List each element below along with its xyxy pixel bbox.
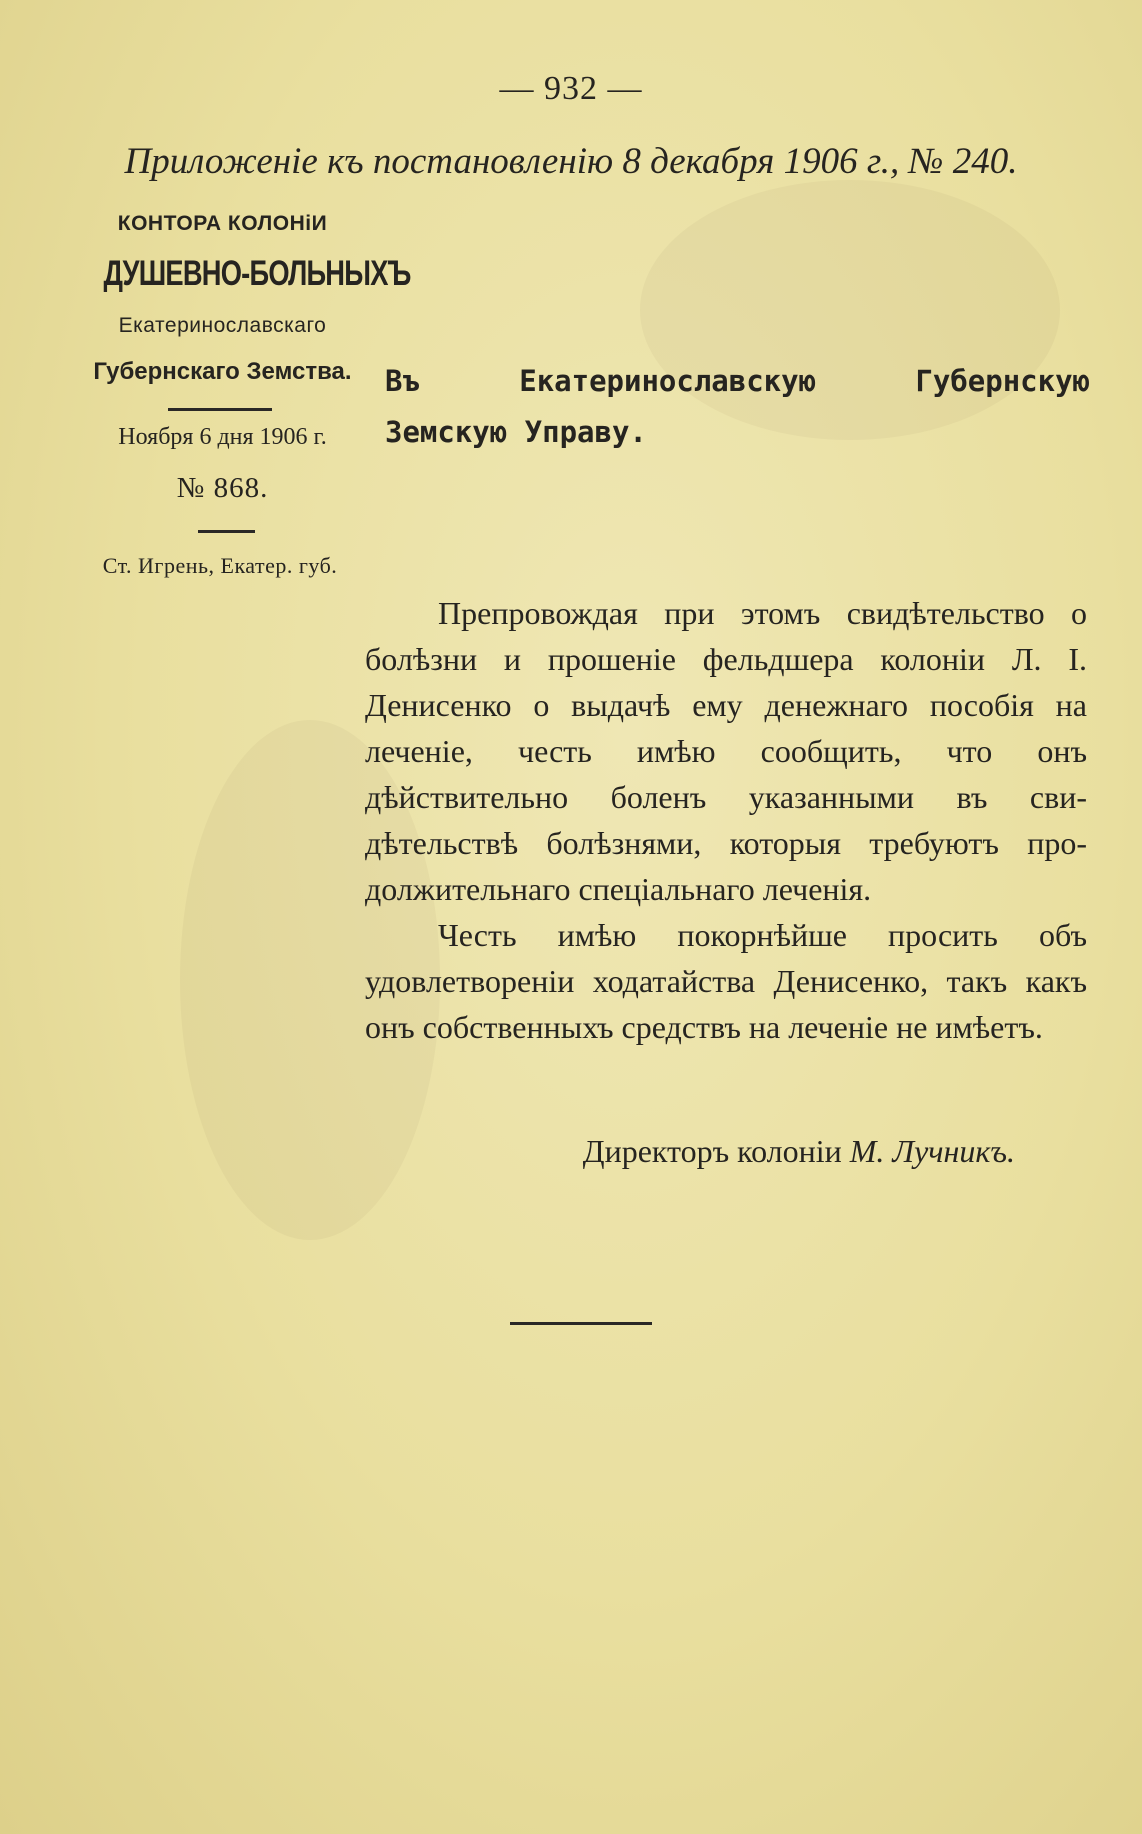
letterhead-office: КОНТОРА КОЛОНiИ xyxy=(117,212,328,235)
letterhead-colony: ДУШЕВНО-БОЛЬНЫХЪ xyxy=(103,254,411,293)
letterhead-zemstvo: Губернскаго Земства. xyxy=(93,358,352,385)
addressee-line-2: Земскую Управу. xyxy=(385,415,647,449)
letterhead-region: Екатеринославскаго xyxy=(118,314,327,337)
signature-title: Директоръ колонiи xyxy=(582,1133,842,1169)
letter-body xyxy=(365,590,1087,1050)
addressee xyxy=(385,356,1090,458)
body-paragraph-1: Препровождая при этомъ свидѣтельство о болѣзни и прошенiе фельдшера колонiи Л. I. Денисенко о выдачѣ ему денежнаго пособiя на леченiе, честь имѣю сообщить, что онъ дѣйствительно боленъ указанными въ свидѣтельствѣ болѣзнями, которыя требуютъ продолжительнаго спецiальнаго леченiя. xyxy=(365,595,1087,907)
divider-rule xyxy=(198,530,255,533)
closing-rule xyxy=(510,1322,652,1325)
body-paragraph-2: Честь имѣю покорнѣйше просить объ удовлетворенiи ходатайства Денисенко, такъ какъ онъ собственныхъ средствъ на леченiе не имѣетъ. xyxy=(365,917,1087,1045)
divider-rule xyxy=(168,408,272,411)
signature-line xyxy=(365,1133,1087,1170)
letterhead-location: Ст. Игрень, Екатер. губ. xyxy=(102,553,338,578)
letterhead-date: Ноября 6 дня 1906 г. xyxy=(118,424,327,450)
signature-name: М. Лучникъ. xyxy=(849,1133,1015,1169)
page-number: — 932 — xyxy=(499,70,643,107)
addressee-line-1: Въ Екатеринославскую Губернскую xyxy=(385,364,1090,398)
letterhead-number: № 868. xyxy=(176,472,269,504)
appendix-heading: Приложенiе къ постановленiю 8 декабря 1906 г., № 240. xyxy=(124,141,1018,182)
